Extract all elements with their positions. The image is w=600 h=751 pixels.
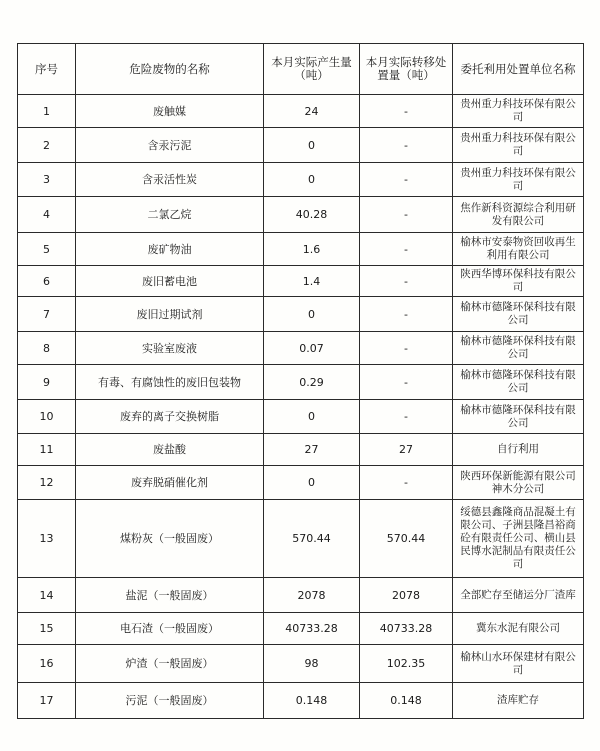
row-transferred-cell: 27 <box>360 434 453 466</box>
row-produced-cell: 1.6 <box>264 233 360 266</box>
row-disposal-unit-cell: 榆林市德隆环保科技有限公司 <box>453 332 584 365</box>
row-transferred-cell: - <box>360 365 453 400</box>
row-transferred-cell: - <box>360 266 453 297</box>
row-transferred-cell: 40733.28 <box>360 613 453 645</box>
row-seq-cell: 17 <box>18 683 76 719</box>
row-produced-cell: 0.148 <box>264 683 360 719</box>
row-produced-cell: 0.29 <box>264 365 360 400</box>
row-seq-cell: 16 <box>18 645 76 683</box>
row-transferred-cell: 0.148 <box>360 683 453 719</box>
row-disposal-unit-cell: 焦作新科资源综合利用研发有限公司 <box>453 197 584 233</box>
row-transferred-cell: - <box>360 297 453 332</box>
row-seq-cell: 9 <box>18 365 76 400</box>
row-produced-cell: 2078 <box>264 578 360 613</box>
row-produced-cell: 0 <box>264 128 360 163</box>
table-row <box>18 400 584 434</box>
row-produced-cell: 0.07 <box>264 332 360 365</box>
row-waste-name-cell: 废弃脱硝催化剂 <box>76 466 264 500</box>
row-seq-cell: 5 <box>18 233 76 266</box>
table-row <box>18 197 584 233</box>
row-produced-cell: 0 <box>264 466 360 500</box>
row-produced-cell: 24 <box>264 95 360 128</box>
row-transferred-cell: - <box>360 128 453 163</box>
row-transferred-cell: 2078 <box>360 578 453 613</box>
row-waste-name-cell: 含汞活性炭 <box>76 163 264 197</box>
row-produced-cell: 40733.28 <box>264 613 360 645</box>
row-seq-cell: 3 <box>18 163 76 197</box>
row-disposal-unit-cell: 榆林市安泰物资回收再生利用有限公司 <box>453 233 584 266</box>
row-seq-cell: 14 <box>18 578 76 613</box>
row-transferred-cell: - <box>360 466 453 500</box>
hazardous-waste-table <box>17 43 584 719</box>
table-row <box>18 297 584 332</box>
row-waste-name-cell: 电石渣（一般固废） <box>76 613 264 645</box>
header-transferred: 本月实际转移处置量（吨） <box>360 44 453 95</box>
row-waste-name-cell: 二氯乙烷 <box>76 197 264 233</box>
row-waste-name-cell: 废旧过期试剂 <box>76 297 264 332</box>
row-transferred-cell: 570.44 <box>360 500 453 578</box>
row-disposal-unit-cell: 贵州重力科技环保有限公司 <box>453 95 584 128</box>
row-disposal-unit-cell: 榆林市德隆环保科技有限公司 <box>453 297 584 332</box>
row-waste-name-cell: 实验室废液 <box>76 332 264 365</box>
table-row <box>18 128 584 163</box>
row-seq-cell: 7 <box>18 297 76 332</box>
row-waste-name-cell: 废旧蓄电池 <box>76 266 264 297</box>
row-transferred-cell: - <box>360 400 453 434</box>
table-row <box>18 645 584 683</box>
table-header <box>18 44 584 95</box>
table-row <box>18 266 584 297</box>
row-seq-cell: 13 <box>18 500 76 578</box>
row-waste-name-cell: 炉渣（一般固废） <box>76 645 264 683</box>
row-seq-cell: 6 <box>18 266 76 297</box>
table-row <box>18 233 584 266</box>
row-seq-cell: 2 <box>18 128 76 163</box>
row-disposal-unit-cell: 渣库贮存 <box>453 683 584 719</box>
row-waste-name-cell: 含汞污泥 <box>76 128 264 163</box>
header-produced: 本月实际产生量（吨） <box>264 44 360 95</box>
row-disposal-unit-cell: 贵州重力科技环保有限公司 <box>453 128 584 163</box>
row-waste-name-cell: 有毒、有腐蚀性的废旧包装物 <box>76 365 264 400</box>
row-transferred-cell: - <box>360 332 453 365</box>
row-disposal-unit-cell: 榆林市德隆环保科技有限公司 <box>453 400 584 434</box>
row-seq-cell: 15 <box>18 613 76 645</box>
row-waste-name-cell: 废弃的离子交换树脂 <box>76 400 264 434</box>
row-produced-cell: 40.28 <box>264 197 360 233</box>
row-transferred-cell: - <box>360 233 453 266</box>
row-seq-cell: 10 <box>18 400 76 434</box>
table-row <box>18 500 584 578</box>
row-disposal-unit-cell: 冀东水泥有限公司 <box>453 613 584 645</box>
row-waste-name-cell: 废矿物油 <box>76 233 264 266</box>
header-row <box>18 44 584 95</box>
row-seq-cell: 11 <box>18 434 76 466</box>
row-seq-cell: 8 <box>18 332 76 365</box>
row-disposal-unit-cell: 陕西华博环保科技有限公司 <box>453 266 584 297</box>
row-produced-cell: 0 <box>264 297 360 332</box>
row-produced-cell: 27 <box>264 434 360 466</box>
table-row <box>18 683 584 719</box>
table-row <box>18 163 584 197</box>
row-produced-cell: 0 <box>264 400 360 434</box>
row-disposal-unit-cell: 贵州重力科技环保有限公司 <box>453 163 584 197</box>
header-waste-name: 危险废物的名称 <box>76 44 264 95</box>
row-waste-name-cell: 盐泥（一般固废） <box>76 578 264 613</box>
row-produced-cell: 570.44 <box>264 500 360 578</box>
header-disposal-unit: 委托利用处置单位名称 <box>453 44 584 95</box>
table-row <box>18 613 584 645</box>
row-produced-cell: 1.4 <box>264 266 360 297</box>
row-seq-cell: 4 <box>18 197 76 233</box>
row-transferred-cell: - <box>360 163 453 197</box>
row-transferred-cell: 102.35 <box>360 645 453 683</box>
row-waste-name-cell: 污泥（一般固废） <box>76 683 264 719</box>
header-seq: 序号 <box>18 44 76 95</box>
row-disposal-unit-cell: 全部贮存至储运分厂渣库 <box>453 578 584 613</box>
table-row <box>18 332 584 365</box>
row-transferred-cell: - <box>360 95 453 128</box>
table-row <box>18 95 584 128</box>
row-disposal-unit-cell: 陕西环保新能源有限公司神木分公司 <box>453 466 584 500</box>
table-row <box>18 466 584 500</box>
row-disposal-unit-cell: 自行利用 <box>453 434 584 466</box>
table-row <box>18 365 584 400</box>
row-transferred-cell: - <box>360 197 453 233</box>
table-body <box>18 95 584 719</box>
row-seq-cell: 1 <box>18 95 76 128</box>
row-seq-cell: 12 <box>18 466 76 500</box>
row-disposal-unit-cell: 榆林市德隆环保科技有限公司 <box>453 365 584 400</box>
row-disposal-unit-cell: 绥德县鑫隆商品混凝土有限公司、子洲县隆昌裕商砼有限责任公司、横山县民博水泥制品有限责任公司 <box>453 500 584 578</box>
row-produced-cell: 98 <box>264 645 360 683</box>
row-waste-name-cell: 废触媒 <box>76 95 264 128</box>
row-disposal-unit-cell: 榆林山水环保建材有限公司 <box>453 645 584 683</box>
table-row <box>18 434 584 466</box>
row-produced-cell: 0 <box>264 163 360 197</box>
row-waste-name-cell: 煤粉灰（一般固废） <box>76 500 264 578</box>
row-waste-name-cell: 废盐酸 <box>76 434 264 466</box>
table-row <box>18 578 584 613</box>
